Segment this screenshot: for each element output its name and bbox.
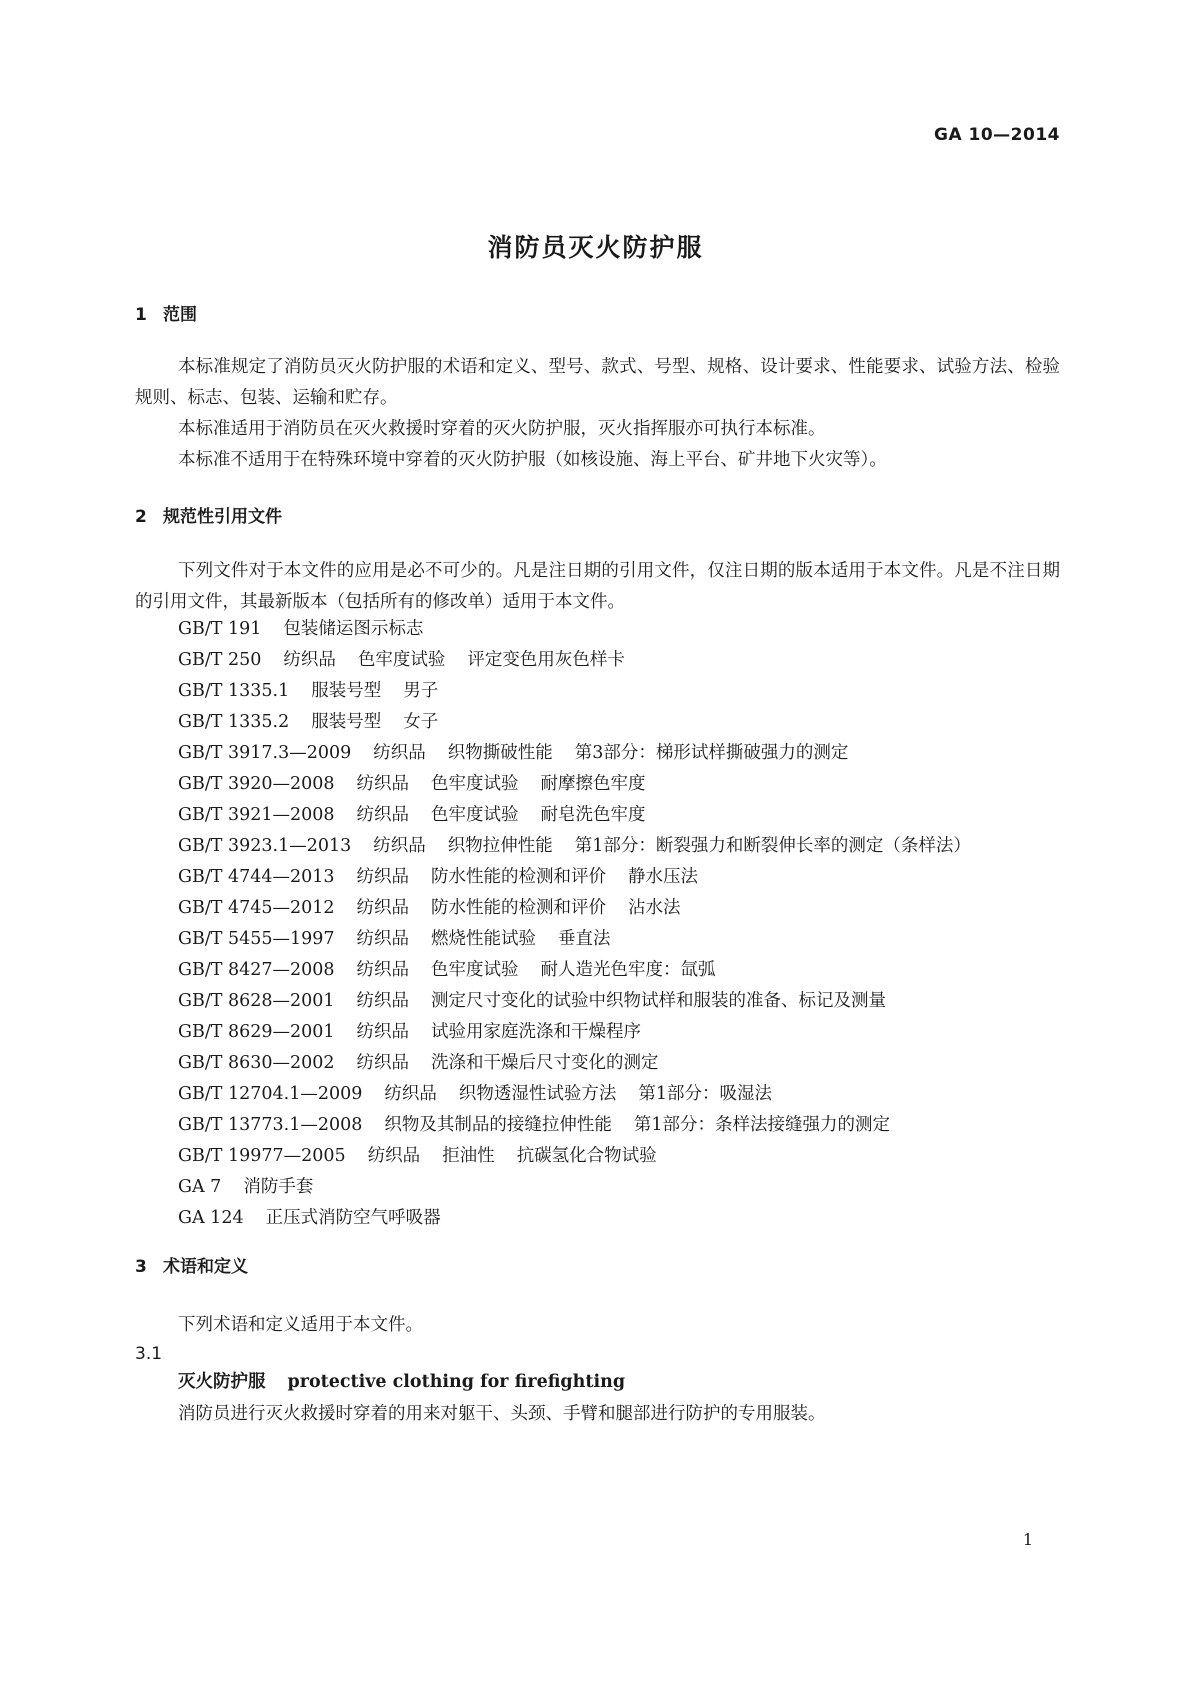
reference-title-part: 消防手套 (243, 1177, 314, 1197)
reference-title-part: 测定尺寸变化的试验中织物试样和服装的准备、标记及测量 (431, 991, 887, 1011)
reference-title-part: 服装号型 (311, 712, 382, 732)
reference-title-part: 第1部分：条样法接缝强力的测定 (633, 1115, 891, 1135)
reference-title-part: 耐摩擦色牢度 (540, 774, 646, 794)
reference-title-part: 纺织品 (373, 836, 426, 856)
term-definition: 消防员进行灭火救援时穿着的用来对躯干、头颈、手臂和腿部进行防护的专用服装。 (178, 1404, 826, 1424)
reference-title-part: 第1部分：吸湿法 (638, 1084, 773, 1104)
reference-title-part: 纺织品 (373, 743, 426, 763)
section-title: 术语和定义 (163, 1257, 248, 1277)
paragraph: 本标准规定了消防员灭火防护服的术语和定义、型号、款式、号型、规格、设计要求、性能要求、试验方法、检验规则、标志、包装、运输和贮存。 (135, 357, 1060, 408)
reference-code: GB/T 4744—2013 (178, 867, 335, 887)
reference-title-part: 色牢度试验 (357, 650, 446, 670)
reference-item (135, 707, 1060, 738)
reference-item (135, 1048, 1060, 1079)
reference-title-part: 纺织品 (356, 774, 410, 794)
reference-item (135, 1017, 1060, 1048)
reference-code: GA 7 (178, 1177, 222, 1197)
reference-item (135, 1141, 1060, 1172)
reference-title-part: 纺织品 (356, 991, 410, 1011)
reference-code: GB/T 8628—2001 (178, 991, 335, 1011)
paragraph: 本标准适用于消防员在灭火救援时穿着的灭火防护服，灭火指挥服亦可执行本标准。 (178, 419, 826, 439)
reference-title-part: 色牢度试验 (431, 805, 519, 825)
reference-title-part: 织物撕破性能 (447, 743, 553, 763)
reference-item (135, 645, 1060, 676)
reference-title-part: 纺织品 (356, 1053, 410, 1073)
reference-title-part: 纺织品 (356, 805, 410, 825)
reference-code: GA 124 (178, 1208, 244, 1228)
reference-title-part: 燃烧性能试验 (431, 929, 537, 949)
reference-title-part: 织物透湿性试验方法 (458, 1084, 617, 1104)
reference-title-part: 耐人造光色牢度：氙弧 (540, 960, 716, 980)
reference-code: GB/T 3917.3—2009 (178, 743, 352, 763)
reference-code: GB/T 8427—2008 (178, 960, 335, 980)
section-heading-1 (135, 300, 197, 325)
reference-title-part: 男子 (403, 681, 439, 701)
reference-title-part: 静水压法 (628, 867, 699, 887)
section-title: 范围 (163, 305, 197, 325)
terms-intro: 下列术语和定义适用于本文件。 (178, 1315, 423, 1335)
reference-code: GB/T 5455—1997 (178, 929, 335, 949)
reference-item (135, 769, 1060, 800)
reference-code: GB/T 1335.1 (178, 681, 290, 701)
reference-item (135, 862, 1060, 893)
reference-title-part: 第3部分：梯形试样撕破强力的测定 (574, 743, 849, 763)
reference-title-part: 垂直法 (558, 929, 611, 949)
section-heading-2 (135, 502, 282, 527)
reference-item (135, 1203, 1060, 1234)
reference-title-part: 正压式消防空气呼吸器 (265, 1208, 441, 1228)
section-heading-3 (135, 1252, 248, 1277)
reference-code: GB/T 19977—2005 (178, 1146, 346, 1166)
section-number: 3 (135, 1257, 147, 1277)
page-number: 1 (1022, 1530, 1033, 1549)
reference-item (135, 1172, 1060, 1203)
reference-title-part: 纺织品 (356, 929, 410, 949)
reference-item (135, 800, 1060, 831)
reference-title-part: 洗涤和干燥后尺寸变化的测定 (431, 1053, 659, 1073)
reference-code: GB/T 12704.1—2009 (178, 1084, 363, 1104)
reference-title-part: 服装号型 (311, 681, 382, 701)
reference-title-part: 色牢度试验 (431, 774, 519, 794)
reference-title-part: 纺织品 (356, 1022, 410, 1042)
reference-item (135, 955, 1060, 986)
reference-title-part: 色牢度试验 (431, 960, 519, 980)
term-zh: 灭火防护服 (178, 1372, 266, 1392)
reference-title-part: 防水性能的检测和评价 (431, 898, 607, 918)
references-intro: 下列文件对于本文件的应用是必不可少的。凡是注日期的引用文件，仅注日期的版本适用于本文件。凡是不注日期的引用文件，其最新版本（包括所有的修改单）适用于本文件。 (135, 561, 1060, 612)
reference-code: GB/T 3921—2008 (178, 805, 335, 825)
reference-code: GB/T 250 (178, 650, 262, 670)
reference-title-part: 织物及其制品的接缝拉伸性能 (384, 1115, 612, 1135)
doc-code: GA 10—2014 (933, 125, 1060, 145)
term-heading (178, 1368, 625, 1393)
reference-title-part: 纺织品 (384, 1084, 437, 1104)
reference-title-part: 沾水法 (628, 898, 681, 918)
reference-title-part: 纺织品 (367, 1146, 421, 1166)
reference-code: GB/T 3920—2008 (178, 774, 335, 794)
reference-code: GB/T 3923.1—2013 (178, 836, 352, 856)
reference-title-part: 抗碳氢化合物试验 (516, 1146, 657, 1166)
reference-item (135, 1110, 1060, 1141)
paragraph: 本标准不适用于在特殊环境中穿着的灭火防护服（如核设施、海上平台、矿井地下火灾等）。 (178, 450, 887, 470)
reference-item (135, 738, 1060, 769)
reference-title-part: 耐皂洗色牢度 (540, 805, 646, 825)
reference-title-part: 纺织品 (356, 960, 410, 980)
reference-item (135, 1079, 1060, 1110)
reference-item (135, 614, 1060, 645)
reference-title-part: 试验用家庭洗涤和干燥程序 (431, 1022, 642, 1042)
reference-code: GB/T 13773.1—2008 (178, 1115, 363, 1135)
reference-code: GB/T 191 (178, 619, 262, 639)
reference-item (135, 831, 1060, 862)
reference-item (135, 986, 1060, 1017)
section-number: 2 (135, 507, 147, 527)
reference-item (135, 676, 1060, 707)
page-title: 消防员灭火防护服 (487, 233, 704, 262)
reference-title-part: 女子 (403, 712, 439, 732)
term-number: 3.1 (135, 1344, 163, 1364)
reference-code: GB/T 1335.2 (178, 712, 290, 732)
reference-title-part: 防水性能的检测和评价 (431, 867, 607, 887)
reference-item (135, 924, 1060, 955)
reference-title-part: 纺织品 (356, 898, 410, 918)
reference-title-part: 纺织品 (283, 650, 336, 670)
reference-title-part: 第1部分：断裂强力和断裂伸长率的测定（条样法） (574, 836, 971, 856)
reference-list (135, 614, 1060, 1234)
reference-code: GB/T 8629—2001 (178, 1022, 335, 1042)
section-number: 1 (135, 305, 147, 325)
term-en: protective clothing for firefighting (287, 1372, 626, 1392)
reference-title-part: 织物拉伸性能 (447, 836, 553, 856)
reference-title-part: 纺织品 (356, 867, 410, 887)
reference-code: GB/T 8630—2002 (178, 1053, 335, 1073)
reference-title-part: 评定变色用灰色样卡 (467, 650, 625, 670)
reference-item (135, 893, 1060, 924)
reference-title-part: 包装储运图示标志 (283, 619, 424, 639)
reference-title-part: 拒油性 (442, 1146, 495, 1166)
reference-code: GB/T 4745—2012 (178, 898, 335, 918)
section-title: 规范性引用文件 (163, 507, 282, 527)
